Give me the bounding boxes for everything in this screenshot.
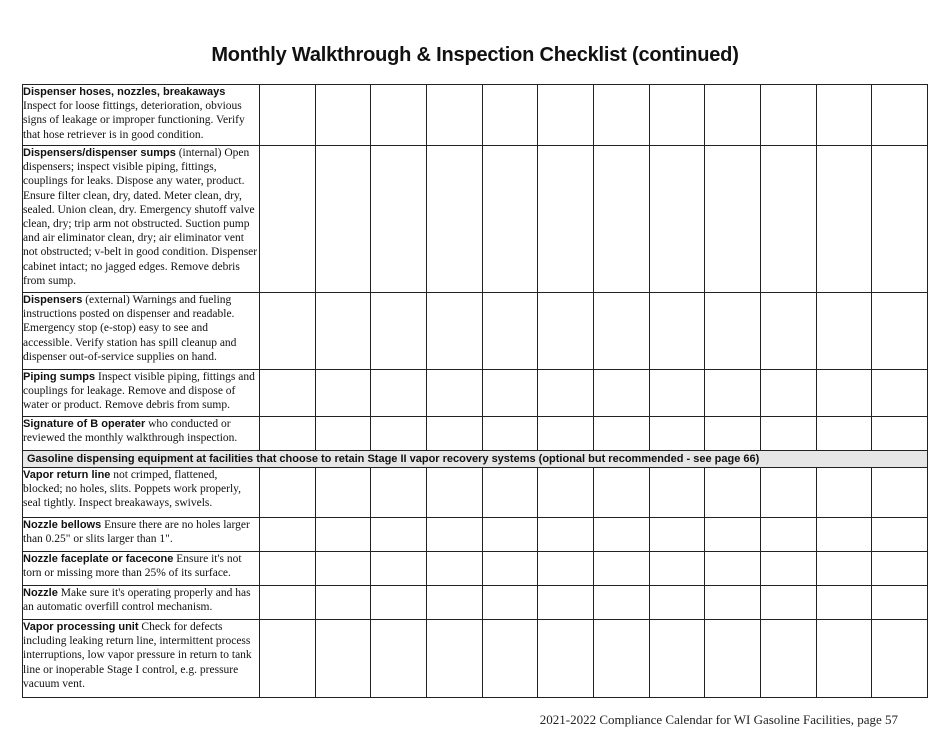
check-cell[interactable] (260, 468, 316, 518)
check-cell[interactable] (649, 417, 705, 451)
check-cell[interactable] (426, 293, 482, 370)
check-cell[interactable] (371, 518, 427, 552)
check-cell[interactable] (593, 85, 649, 146)
check-cell[interactable] (260, 370, 316, 417)
section-header: Gasoline dispensing equipment at facilities that choose to retain Stage II vapor recovery systems (optional but recommended - see page 66) (23, 451, 928, 468)
check-cell[interactable] (315, 293, 371, 370)
check-cell[interactable] (872, 586, 928, 620)
check-cell[interactable] (260, 586, 316, 620)
check-cell[interactable] (649, 370, 705, 417)
check-cell[interactable] (482, 552, 538, 586)
check-cell[interactable] (426, 85, 482, 146)
check-cell[interactable] (315, 85, 371, 146)
check-cell[interactable] (705, 552, 761, 586)
check-cell[interactable] (705, 518, 761, 552)
check-cell[interactable] (260, 552, 316, 586)
check-cell[interactable] (760, 552, 816, 586)
check-cell[interactable] (482, 468, 538, 518)
check-cell[interactable] (872, 293, 928, 370)
check-cell[interactable] (816, 620, 872, 698)
page-footer: 2021-2022 Compliance Calendar for WI Gasoline Facilities, page 57 (539, 712, 898, 727)
check-cell[interactable] (760, 586, 816, 620)
check-cell[interactable] (816, 146, 872, 293)
checklist-body (23, 85, 928, 698)
item-text: Ensure it's not torn or missing more than 25% of its surface. (23, 553, 242, 580)
item-description (23, 370, 260, 417)
check-cell[interactable] (593, 552, 649, 586)
check-cell[interactable] (816, 552, 872, 586)
check-cell[interactable] (315, 146, 371, 293)
check-cell[interactable] (315, 417, 371, 451)
check-cell[interactable] (482, 417, 538, 451)
checklist-row (23, 586, 928, 620)
check-cell[interactable] (705, 620, 761, 698)
check-cell[interactable] (371, 586, 427, 620)
check-cell[interactable] (705, 85, 761, 146)
check-cell[interactable] (426, 468, 482, 518)
section-header-row (23, 451, 928, 468)
check-cell[interactable] (426, 518, 482, 552)
check-cell[interactable] (260, 417, 316, 451)
check-cell[interactable] (816, 586, 872, 620)
item-label: Vapor processing unit (23, 621, 139, 633)
check-cell[interactable] (593, 370, 649, 417)
check-cell[interactable] (482, 146, 538, 293)
check-cell[interactable] (760, 146, 816, 293)
check-cell[interactable] (760, 620, 816, 698)
check-cell[interactable] (426, 552, 482, 586)
item-text: Inspect for loose fittings, deterioration, obvious signs of leakage or improper functioning. Verify that hose retriever is in good condition. (23, 100, 245, 141)
check-cell[interactable] (482, 518, 538, 552)
item-text: Check for defects including leaking return line, intermittent process interruptions, low vapor pressure in return to tank line or inoperable Stage I control, e.g. pressure vacuum vent. (23, 621, 252, 690)
check-cell[interactable] (260, 518, 316, 552)
check-cell[interactable] (260, 146, 316, 293)
check-cell[interactable] (649, 586, 705, 620)
check-cell[interactable] (872, 370, 928, 417)
check-cell[interactable] (816, 417, 872, 451)
check-cell[interactable] (538, 518, 594, 552)
check-cell[interactable] (538, 552, 594, 586)
item-text: not crimped, flattened, blocked; no holes, slits. Poppets work properly, seal tightly. Inspect breakaways, swivels. (23, 469, 242, 510)
check-cell[interactable] (705, 468, 761, 518)
page-title: Monthly Walkthrough & Inspection Checklist (continued) (211, 44, 739, 66)
check-cell[interactable] (705, 370, 761, 417)
check-cell[interactable] (872, 417, 928, 451)
check-cell[interactable] (816, 468, 872, 518)
item-description (23, 586, 260, 620)
check-cell[interactable] (426, 620, 482, 698)
item-description (23, 417, 260, 451)
check-cell[interactable] (649, 552, 705, 586)
item-text: Inspect visible piping, fittings and couplings for leakage. Remove and dispose of water or product. Remove debris from sump. (23, 371, 255, 412)
check-cell[interactable] (538, 417, 594, 451)
check-cell[interactable] (649, 468, 705, 518)
item-label: Dispenser hoses, nozzles, breakaways (23, 86, 226, 98)
check-cell[interactable] (760, 518, 816, 552)
check-cell[interactable] (760, 370, 816, 417)
check-cell[interactable] (649, 518, 705, 552)
check-cell[interactable] (426, 146, 482, 293)
check-cell[interactable] (593, 620, 649, 698)
item-text: who conducted or reviewed the monthly walkthrough inspection. (23, 418, 238, 445)
checklist-table (22, 84, 928, 698)
item-label: Vapor return line (23, 469, 111, 481)
item-label: Nozzle faceplate or facecone (23, 553, 174, 565)
check-cell[interactable] (816, 293, 872, 370)
check-cell[interactable] (426, 417, 482, 451)
check-cell[interactable] (816, 370, 872, 417)
item-description (23, 620, 260, 698)
check-cell[interactable] (538, 85, 594, 146)
check-cell[interactable] (649, 620, 705, 698)
check-cell[interactable] (315, 552, 371, 586)
item-label: Piping sumps (23, 371, 96, 383)
checklist-row (23, 552, 928, 586)
check-cell[interactable] (760, 417, 816, 451)
item-description (23, 85, 260, 146)
check-cell[interactable] (649, 146, 705, 293)
check-cell[interactable] (872, 468, 928, 518)
check-cell[interactable] (371, 146, 427, 293)
item-description (23, 468, 260, 518)
checklist-row (23, 468, 928, 518)
check-cell[interactable] (315, 370, 371, 417)
check-cell[interactable] (705, 146, 761, 293)
check-cell[interactable] (482, 85, 538, 146)
check-cell[interactable] (315, 620, 371, 698)
check-cell[interactable] (371, 293, 427, 370)
check-cell[interactable] (593, 518, 649, 552)
check-cell[interactable] (649, 293, 705, 370)
check-cell[interactable] (426, 586, 482, 620)
item-text: (external) Warnings and fueling instructions posted on dispenser and readable. Emergency stop (e-stop) easy to see and accessible. Verify station has spill cleanup and dispenser out-of-service supplies on hand. (23, 294, 237, 363)
check-cell[interactable] (538, 293, 594, 370)
check-cell[interactable] (705, 293, 761, 370)
check-cell[interactable] (371, 620, 427, 698)
check-cell[interactable] (593, 586, 649, 620)
check-cell[interactable] (705, 417, 761, 451)
checklist-row (23, 370, 928, 417)
check-cell[interactable] (482, 370, 538, 417)
item-description (23, 552, 260, 586)
check-cell[interactable] (538, 146, 594, 293)
item-label: Dispensers (23, 294, 83, 306)
check-cell[interactable] (649, 85, 705, 146)
item-label: Nozzle bellows (23, 519, 102, 531)
check-cell[interactable] (872, 518, 928, 552)
check-cell[interactable] (538, 586, 594, 620)
check-cell[interactable] (315, 586, 371, 620)
check-cell[interactable] (371, 370, 427, 417)
check-cell[interactable] (872, 146, 928, 293)
check-cell[interactable] (593, 146, 649, 293)
item-label: Signature of B operater (23, 418, 146, 430)
item-description (23, 518, 260, 552)
check-cell[interactable] (315, 518, 371, 552)
check-cell[interactable] (872, 620, 928, 698)
check-cell[interactable] (371, 85, 427, 146)
item-description (23, 146, 260, 293)
check-cell[interactable] (371, 468, 427, 518)
check-cell[interactable] (760, 85, 816, 146)
check-cell[interactable] (760, 468, 816, 518)
check-cell[interactable] (538, 468, 594, 518)
check-cell[interactable] (260, 620, 316, 698)
item-description (23, 293, 260, 370)
check-cell[interactable] (260, 85, 316, 146)
checklist-row (23, 417, 928, 451)
check-cell[interactable] (538, 620, 594, 698)
checklist-row (23, 518, 928, 552)
check-cell[interactable] (872, 85, 928, 146)
check-cell[interactable] (426, 370, 482, 417)
check-cell[interactable] (593, 468, 649, 518)
check-cell[interactable] (315, 468, 371, 518)
item-text: (internal) Open dispensers; inspect visible piping, fittings, couplings for leaks. Dispose any water, product. Ensure filter clean, dry, dated. Meter clean, dry, sealed. Union clean, dry. Emergency shutoff valve clean, dry; trip arm not obstructed. Suction pump and air eliminator clean, dry; air eliminator vent not obstructed; v-belt in good condition. Dispenser cabinet intact; no jagged edges. Remove debris from sump. (23, 147, 258, 287)
check-cell[interactable] (482, 620, 538, 698)
item-label: Dispensers/dispenser sumps (23, 147, 176, 159)
check-cell[interactable] (538, 370, 594, 417)
check-cell[interactable] (816, 85, 872, 146)
check-cell[interactable] (705, 586, 761, 620)
check-cell[interactable] (260, 293, 316, 370)
checklist-row (23, 293, 928, 370)
check-cell[interactable] (482, 293, 538, 370)
check-cell[interactable] (593, 417, 649, 451)
check-cell[interactable] (816, 518, 872, 552)
check-cell[interactable] (593, 293, 649, 370)
checklist-row (23, 146, 928, 293)
item-text: Ensure there are no holes larger than 0.25" or slits larger than 1". (23, 519, 250, 546)
check-cell[interactable] (760, 293, 816, 370)
checklist-row (23, 85, 928, 146)
checklist-row (23, 620, 928, 698)
item-text: Make sure it's operating properly and has an automatic overfill control mechanism. (23, 587, 251, 614)
check-cell[interactable] (371, 552, 427, 586)
check-cell[interactable] (482, 586, 538, 620)
item-label: Nozzle (23, 587, 58, 599)
check-cell[interactable] (371, 417, 427, 451)
check-cell[interactable] (872, 552, 928, 586)
